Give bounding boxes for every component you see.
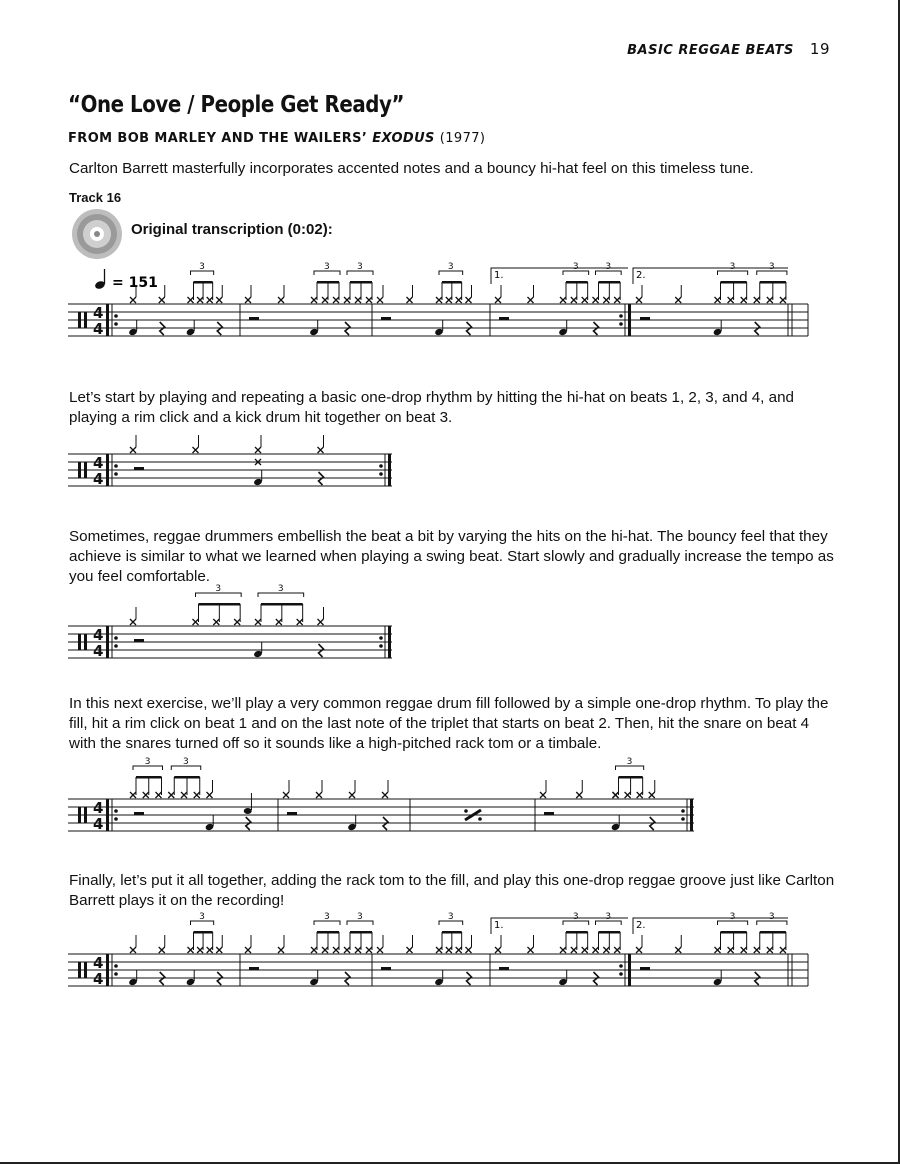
album-name: EXODUS bbox=[372, 131, 435, 146]
source-prefix: FROM BOB MARLEY AND THE WAILERS’ bbox=[68, 131, 368, 146]
svg-text:3: 3 bbox=[215, 584, 222, 594]
time-signature bbox=[93, 304, 103, 338]
svg-text:3: 3 bbox=[357, 912, 363, 922]
paragraph-fill: In this next exercise, we’ll play a very common reggae drum fill followed by a simple one-drop rhythm. To play the fill, hit a rim click on beat 1 and on the last note of the triplet that starts on beat 2. Then, hit the snare on beat 4 with the snares turned off so it sounds like a high-pitched rack tom or a timbale. bbox=[69, 695, 829, 752]
paragraph-finally: Finally, let’s put it all together, adding the rack tom to the fill, and play this one-drop reggae groove just like Carlton Barrett plays it on the recording! bbox=[69, 872, 835, 909]
svg-text:3: 3 bbox=[447, 262, 454, 272]
staff-system bbox=[68, 262, 808, 338]
svg-text:1.: 1. bbox=[494, 270, 504, 281]
notation-exercise-fill bbox=[0, 757, 900, 843]
page-number: 19 bbox=[809, 40, 830, 58]
notation-full-groove bbox=[0, 908, 900, 1013]
svg-text:3: 3 bbox=[324, 912, 330, 922]
svg-text:3: 3 bbox=[572, 912, 579, 922]
svg-text:4: 4 bbox=[93, 626, 104, 644]
svg-text:3: 3 bbox=[729, 262, 736, 272]
section-title: BASIC REGGAE BEATS bbox=[627, 43, 794, 58]
svg-text:4: 4 bbox=[93, 470, 104, 488]
running-head bbox=[627, 40, 830, 58]
release-year: (1977) bbox=[439, 131, 486, 146]
notation-original-transcription bbox=[0, 258, 900, 363]
svg-text:4: 4 bbox=[93, 304, 104, 322]
svg-text:4: 4 bbox=[93, 799, 104, 817]
notation-exercise-embellished bbox=[0, 584, 900, 670]
svg-text:3: 3 bbox=[183, 757, 189, 767]
svg-text:3: 3 bbox=[277, 584, 284, 594]
svg-text:3: 3 bbox=[605, 262, 612, 272]
svg-text:3: 3 bbox=[357, 262, 363, 272]
notation-exercise-one-drop bbox=[0, 438, 900, 498]
svg-text:2.: 2. bbox=[636, 270, 646, 281]
svg-text:3: 3 bbox=[768, 262, 775, 272]
tempo-value: = 151 bbox=[112, 275, 158, 291]
cd-icon bbox=[70, 207, 124, 261]
svg-text:3: 3 bbox=[324, 262, 330, 272]
svg-text:3: 3 bbox=[605, 912, 612, 922]
svg-text:4: 4 bbox=[93, 454, 104, 472]
svg-text:3: 3 bbox=[199, 912, 205, 922]
svg-text:3: 3 bbox=[768, 912, 775, 922]
svg-text:4: 4 bbox=[93, 815, 104, 833]
svg-text:4: 4 bbox=[93, 642, 104, 660]
svg-text:4: 4 bbox=[93, 954, 104, 972]
tempo-marking bbox=[94, 269, 158, 291]
intro-paragraph: Carlton Barrett masterfully incorporates accented notes and a bouncy hi-hat feel on this timeless tune. bbox=[69, 160, 754, 177]
svg-text:1.: 1. bbox=[494, 920, 504, 931]
svg-text:3: 3 bbox=[199, 262, 205, 272]
svg-text:3: 3 bbox=[572, 262, 579, 272]
svg-text:4: 4 bbox=[93, 320, 104, 338]
transcription-label: Original transcription (0:02): bbox=[131, 221, 333, 238]
song-source bbox=[68, 131, 485, 146]
svg-text:2.: 2. bbox=[636, 920, 646, 931]
svg-text:3: 3 bbox=[729, 912, 736, 922]
track-label: Track 16 bbox=[69, 190, 122, 205]
svg-text:3: 3 bbox=[144, 757, 151, 767]
song-title: “One Love / People Get Ready” bbox=[68, 92, 405, 118]
paragraph-embellish: Sometimes, reggae drummers embellish the beat a bit by varying the hits on the hi-hat. The bouncy feel that they achieve is similar to what we learned when playing a swing beat. Start slowly and gradually increase the tempo as you feel comfortable. bbox=[69, 528, 834, 585]
svg-text:4: 4 bbox=[93, 970, 104, 988]
svg-text:3: 3 bbox=[626, 757, 633, 767]
paragraph-one-drop: Let’s start by playing and repeating a basic one-drop rhythm by hitting the hi-hat on beats 1, 2, 3, and 4, and playing a rim click and a kick drum hit together on beat 3. bbox=[69, 389, 794, 426]
svg-text:3: 3 bbox=[447, 912, 454, 922]
